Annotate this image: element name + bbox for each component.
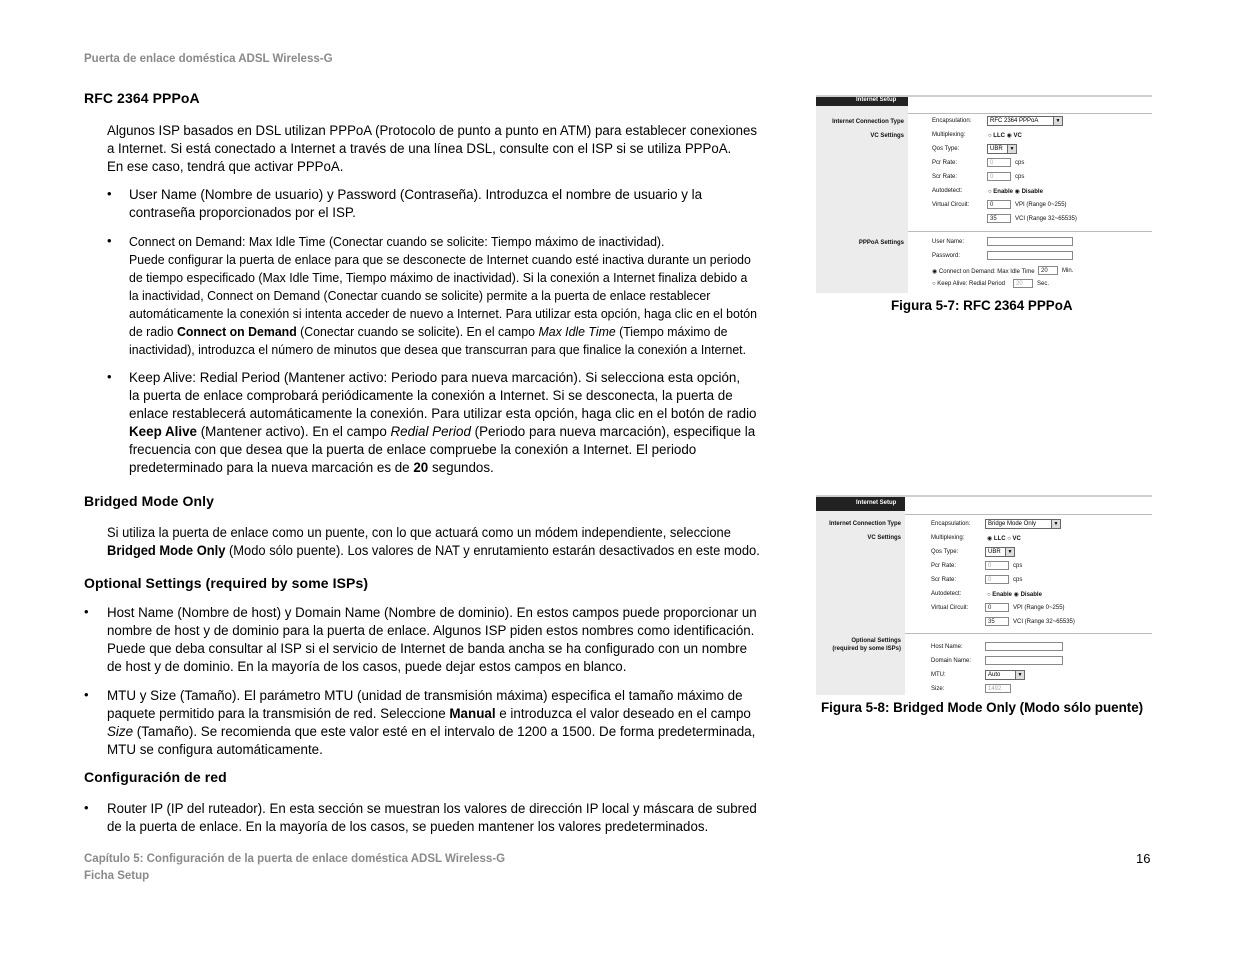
- text-line: la inactividad, Connect on Demand (Conectar cuando se solicite) permite a la puerta de enlace restablecer: [129, 289, 711, 303]
- text-line: de tiempo especificado (Max Idle Time, Tiempo máximo de inactividad). Si la conexión a Internet finaliza debido a: [129, 271, 748, 285]
- range-label: VCI (Range 32~65535): [1013, 619, 1075, 625]
- section-title-network: Configuración de red: [84, 769, 227, 785]
- field-label: Multiplexing:: [932, 132, 966, 138]
- text-span: (Modo sólo puente). Los valores de NAT y enrutamiento estarán desactivados en este modo.: [225, 543, 760, 558]
- section-title-rfc2364: RFC 2364 PPPoA: [84, 90, 200, 106]
- text-span: (Tiempo máximo de: [615, 325, 728, 339]
- field-label: Pcr Rate:: [932, 160, 958, 166]
- vpi-input[interactable]: 0: [987, 200, 1011, 209]
- intro-line: Algunos ISP basados en DSL utilizan PPPoA (Protocolo de punto a punto en ATM) para establecer conexiones: [107, 123, 758, 138]
- section2-text: [107, 524, 760, 560]
- text-line: Keep Alive: Redial Period (Mantener activo: Periodo para nueva marcación). Si selecciona esta opción,: [129, 370, 741, 385]
- side-label: (required by some ISPs): [832, 646, 901, 652]
- footer-section: Ficha Setup: [84, 870, 150, 882]
- size-input[interactable]: 1492: [985, 684, 1011, 693]
- divider: [905, 633, 1152, 634]
- pcr-input[interactable]: 0: [987, 158, 1011, 167]
- vpi-input[interactable]: 0: [985, 603, 1009, 612]
- field-label: Virtual Circuit:: [931, 605, 969, 611]
- text-line: [107, 723, 755, 741]
- encapsulation-select[interactable]: [987, 116, 1063, 126]
- field-label: Autodetect:: [931, 591, 962, 597]
- text-line: User Name (Nombre de usuario) y Password (Contraseña). Introduzca el nombre de usuario y la: [129, 187, 703, 202]
- text-span: e introduzca el valor deseado en el campo: [495, 706, 751, 721]
- connect-on-demand-radio[interactable]: ◉ Connect on Demand: Max Idle Time: [932, 269, 1035, 275]
- bullet: •: [84, 800, 89, 815]
- qos-select[interactable]: [985, 547, 1015, 557]
- section-title-bridged: Bridged Mode Only: [84, 493, 215, 509]
- redial-period-input[interactable]: 20: [1013, 279, 1033, 288]
- text-line: Host Name (Nombre de host) y Domain Name (Nombre de dominio). En estos campos puede proporcionar un: [107, 605, 757, 620]
- field-label: User Name:: [932, 239, 965, 245]
- section-title-optional: Optional Settings (required by some ISPs): [84, 575, 369, 591]
- autodetect-radios[interactable]: ○ Enable ◉ Disable: [988, 189, 1043, 195]
- range-label: VPI (Range 0~255): [1015, 202, 1067, 208]
- settings-sidebar: [816, 97, 908, 293]
- text-line: inactividad), introduzca el número de minutos que desea que transcurran para que finalice la conexión a Internet.: [129, 343, 747, 357]
- chevron-down-icon: ▼: [1005, 548, 1014, 556]
- intro-line: En ese caso, tendrá que activar PPPoA.: [107, 159, 344, 174]
- text-span: (Periodo para nueva marcación), especifique la: [470, 424, 756, 439]
- footer-chapter: Capítulo 5: Configuración de la puerta de enlace doméstica ADSL Wireless-G: [84, 853, 506, 865]
- text-span: predeterminado para la nueva marcación es de: [129, 460, 414, 475]
- text-line: contraseña proporcionados por el ISP.: [129, 205, 356, 220]
- text-line: Puede que deba consultar al ISP si el servicio de Internet de banda ancha se ha configurado con un nombre: [107, 641, 747, 656]
- tab-label: Internet Setup: [856, 97, 897, 103]
- field-label: Scr Rate:: [932, 174, 958, 180]
- text-line: de la puerta de enlace. En la mayoría de los casos, se pueden mantener los valores predeterminados.: [107, 819, 709, 834]
- page-header: Puerta de enlace doméstica ADSL Wireless-G: [84, 53, 333, 65]
- side-label: Internet Connection Type: [829, 521, 901, 527]
- host-name-input[interactable]: [985, 642, 1063, 651]
- figure1-caption: Figura 5-7: RFC 2364 PPPoA: [891, 298, 1073, 313]
- select-value: Auto: [988, 672, 1001, 678]
- field-label: Multiplexing:: [931, 535, 965, 541]
- field-label: Qos Type:: [932, 146, 960, 152]
- bullet-connect-on-demand: [129, 233, 757, 359]
- range-label: VPI (Range 0~255): [1013, 605, 1065, 611]
- field-label: MTU:: [931, 672, 946, 678]
- text-span: paquete permitido para la transmisión de red. Seleccione: [107, 706, 450, 721]
- select-value: UBR: [988, 549, 1001, 555]
- mux-radios[interactable]: ◉ LLC ○ VC: [987, 536, 1021, 542]
- settings-main: [905, 497, 1152, 695]
- bullet-keep-alive: [129, 369, 757, 477]
- side-label: Optional Settings: [851, 638, 901, 644]
- text-line: la puerta de enlace comprobará periódicamente la conexión a Internet. Si se desconecta, la puerta de: [129, 388, 733, 403]
- field-label: Virtual Circuit:: [932, 202, 970, 208]
- select-value: Bridge Mode Only: [988, 521, 1037, 527]
- chevron-down-icon: ▼: [1007, 145, 1016, 153]
- bullet-router-ip: [107, 800, 757, 836]
- encapsulation-select[interactable]: [985, 519, 1061, 529]
- bold-term: Manual: [449, 706, 496, 721]
- radio-label: Enable: [992, 592, 1012, 598]
- text-span: de radio: [129, 325, 177, 339]
- username-input[interactable]: [987, 237, 1073, 246]
- radio-label: VC: [1012, 536, 1021, 542]
- bullet: •: [107, 369, 112, 384]
- text-line: de host y de dominio. En la mayoría de los casos, puede dejar estos campos en blanco.: [107, 659, 627, 674]
- text-line: [129, 323, 757, 341]
- keep-alive-radio[interactable]: ○ Keep Alive: Redial Period: [932, 281, 1006, 287]
- scr-input[interactable]: 0: [987, 172, 1011, 181]
- field-label: Autodetect:: [932, 188, 963, 194]
- field-label: Scr Rate:: [931, 577, 957, 583]
- bullet: •: [107, 233, 112, 248]
- divider: [908, 113, 1152, 114]
- pcr-input[interactable]: 0: [985, 561, 1009, 570]
- bullet-user-password: [129, 186, 702, 222]
- field-label: Encapsulation:: [932, 118, 972, 124]
- side-label: Internet Connection Type: [832, 119, 904, 125]
- text-line: automáticamente la conexión si intenta acceder de nuevo a Internet. Para utilizar esta opción, haga clic en el botón: [129, 307, 757, 321]
- field-label: Encapsulation:: [931, 521, 971, 527]
- text-line: [129, 423, 757, 441]
- text-span: (Mantener activo). En el campo: [196, 424, 391, 439]
- radio-label: LLC: [993, 133, 1005, 139]
- autodetect-radios[interactable]: ○ Enable ◉ Disable: [987, 592, 1042, 598]
- italic-term: Size: [107, 724, 134, 739]
- internet-setup-tab: [816, 497, 908, 511]
- select-value: RFC 2364 PPPoA: [990, 118, 1039, 124]
- side-label: VC Settings: [870, 133, 904, 139]
- page-footer: [84, 851, 505, 885]
- text-line: [107, 705, 755, 723]
- intro-line: a Internet. Si está conectado a Internet a través de una línea DSL, consulte con el ISP si se utiliza PPPoA.: [107, 141, 732, 156]
- text-line: Si utiliza la puerta de enlace como un puente, con lo que actuará como un módem independiente, seleccione: [107, 525, 731, 540]
- page-number: 16: [1136, 851, 1151, 866]
- vci-input[interactable]: 35: [985, 617, 1009, 626]
- domain-name-input[interactable]: [985, 656, 1063, 665]
- text-span: (Tamaño). Se recomienda que este valor esté en el intervalo de 1200 a 1500. De forma predeterminada,: [133, 724, 756, 739]
- side-label: VC Settings: [867, 535, 901, 541]
- bold-term: Keep Alive: [129, 424, 197, 439]
- field-label: Password:: [932, 253, 961, 259]
- chevron-down-icon: ▼: [1015, 671, 1024, 679]
- figure-bridged-screenshot: [816, 495, 1152, 695]
- field-label: Qos Type:: [931, 549, 959, 555]
- field-label: Host Name:: [931, 644, 963, 650]
- range-label: VCI (Range 32~65535): [1015, 216, 1077, 222]
- radio-label: Keep Alive: Redial Period: [937, 281, 1006, 287]
- bullet-host-domain: [107, 604, 757, 676]
- unit-label: Min.: [1062, 268, 1074, 274]
- password-input[interactable]: [987, 251, 1073, 260]
- bullet: •: [84, 687, 89, 702]
- scr-input[interactable]: 0: [985, 575, 1009, 584]
- unit-label: cps: [1013, 563, 1023, 569]
- radio-label: Disable: [1021, 189, 1043, 195]
- mux-radios[interactable]: ○ LLC ◉ VC: [988, 133, 1022, 139]
- text-line: frecuencia con que desea que la puerta de enlace compruebe la conexión a Internet. El periodo: [129, 442, 697, 457]
- italic-term: Redial Period: [390, 424, 471, 439]
- bold-term: 20: [413, 460, 429, 475]
- italic-term: Max Idle Time: [538, 325, 616, 339]
- bullet: •: [84, 604, 89, 619]
- radio-label: VC: [1013, 133, 1022, 139]
- select-value: UBR: [990, 146, 1003, 152]
- field-label: Size:: [931, 686, 945, 692]
- text-line: Connect on Demand: Max Idle Time (Conectar cuando se solicite: Tiempo máximo de inactividad).: [129, 235, 665, 249]
- bullet: •: [107, 186, 112, 201]
- divider: [905, 514, 1152, 515]
- radio-label: LLC: [993, 536, 1006, 542]
- tab-label: Internet Setup: [856, 500, 897, 506]
- figure-rfc2364-screenshot: [816, 95, 1152, 293]
- field-label: Pcr Rate:: [931, 563, 957, 569]
- chevron-down-icon: ▼: [1053, 117, 1062, 125]
- text-line: [107, 542, 760, 560]
- unit-label: Sec.: [1037, 281, 1050, 287]
- section1-intro: [107, 122, 757, 176]
- max-idle-input[interactable]: 20: [1038, 266, 1058, 275]
- text-line: MTU y Size (Tamaño). El parámetro MTU (unidad de transmisión máxima) especifica el tamaño máximo de: [107, 688, 743, 703]
- text-line: enlace restablecerá automáticamente la conexión. Para utilizar esta opción, haga clic en el botón de radio: [129, 406, 757, 421]
- unit-label: cps: [1013, 577, 1023, 583]
- field-label: Domain Name:: [931, 658, 972, 664]
- bold-term: Connect on Demand: [176, 325, 297, 339]
- text-line: [129, 459, 757, 477]
- text-line: nombre de host y de dominio para la puerta de enlace. Algunos ISP piden estos nombres como identificación.: [107, 623, 755, 638]
- bold-term: Bridged Mode Only: [107, 543, 226, 558]
- chevron-down-icon: ▼: [1051, 520, 1060, 528]
- radio-label: Enable: [993, 189, 1013, 195]
- text-line: MTU se configura automáticamente.: [107, 742, 323, 757]
- text-span: (Conectar cuando se solicite). En el campo: [296, 325, 539, 339]
- figure2-caption: Figura 5-8: Bridged Mode Only (Modo sólo puente): [821, 700, 1144, 715]
- bullet-mtu-size: [107, 687, 755, 759]
- text-line: Puede configurar la puerta de enlace para que se desconecte de Internet cuando esté inactiva durante un periodo: [129, 253, 751, 267]
- text-span: segundos.: [428, 460, 494, 475]
- side-label: PPPoA Settings: [858, 240, 904, 246]
- unit-label: cps: [1015, 160, 1025, 166]
- settings-main: [908, 97, 1152, 293]
- qos-select[interactable]: [987, 144, 1017, 154]
- text-line: Router IP (IP del ruteador). En esta sección se muestran los valores de dirección IP local y máscara de subred: [107, 801, 757, 816]
- unit-label: cps: [1015, 174, 1025, 180]
- internet-setup-tab: [816, 97, 908, 106]
- vci-input[interactable]: 35: [987, 214, 1011, 223]
- radio-label: Connect on Demand: Max Idle Time: [938, 269, 1035, 275]
- divider: [908, 231, 1152, 232]
- mtu-select[interactable]: [985, 670, 1025, 680]
- radio-label: Disable: [1020, 592, 1042, 598]
